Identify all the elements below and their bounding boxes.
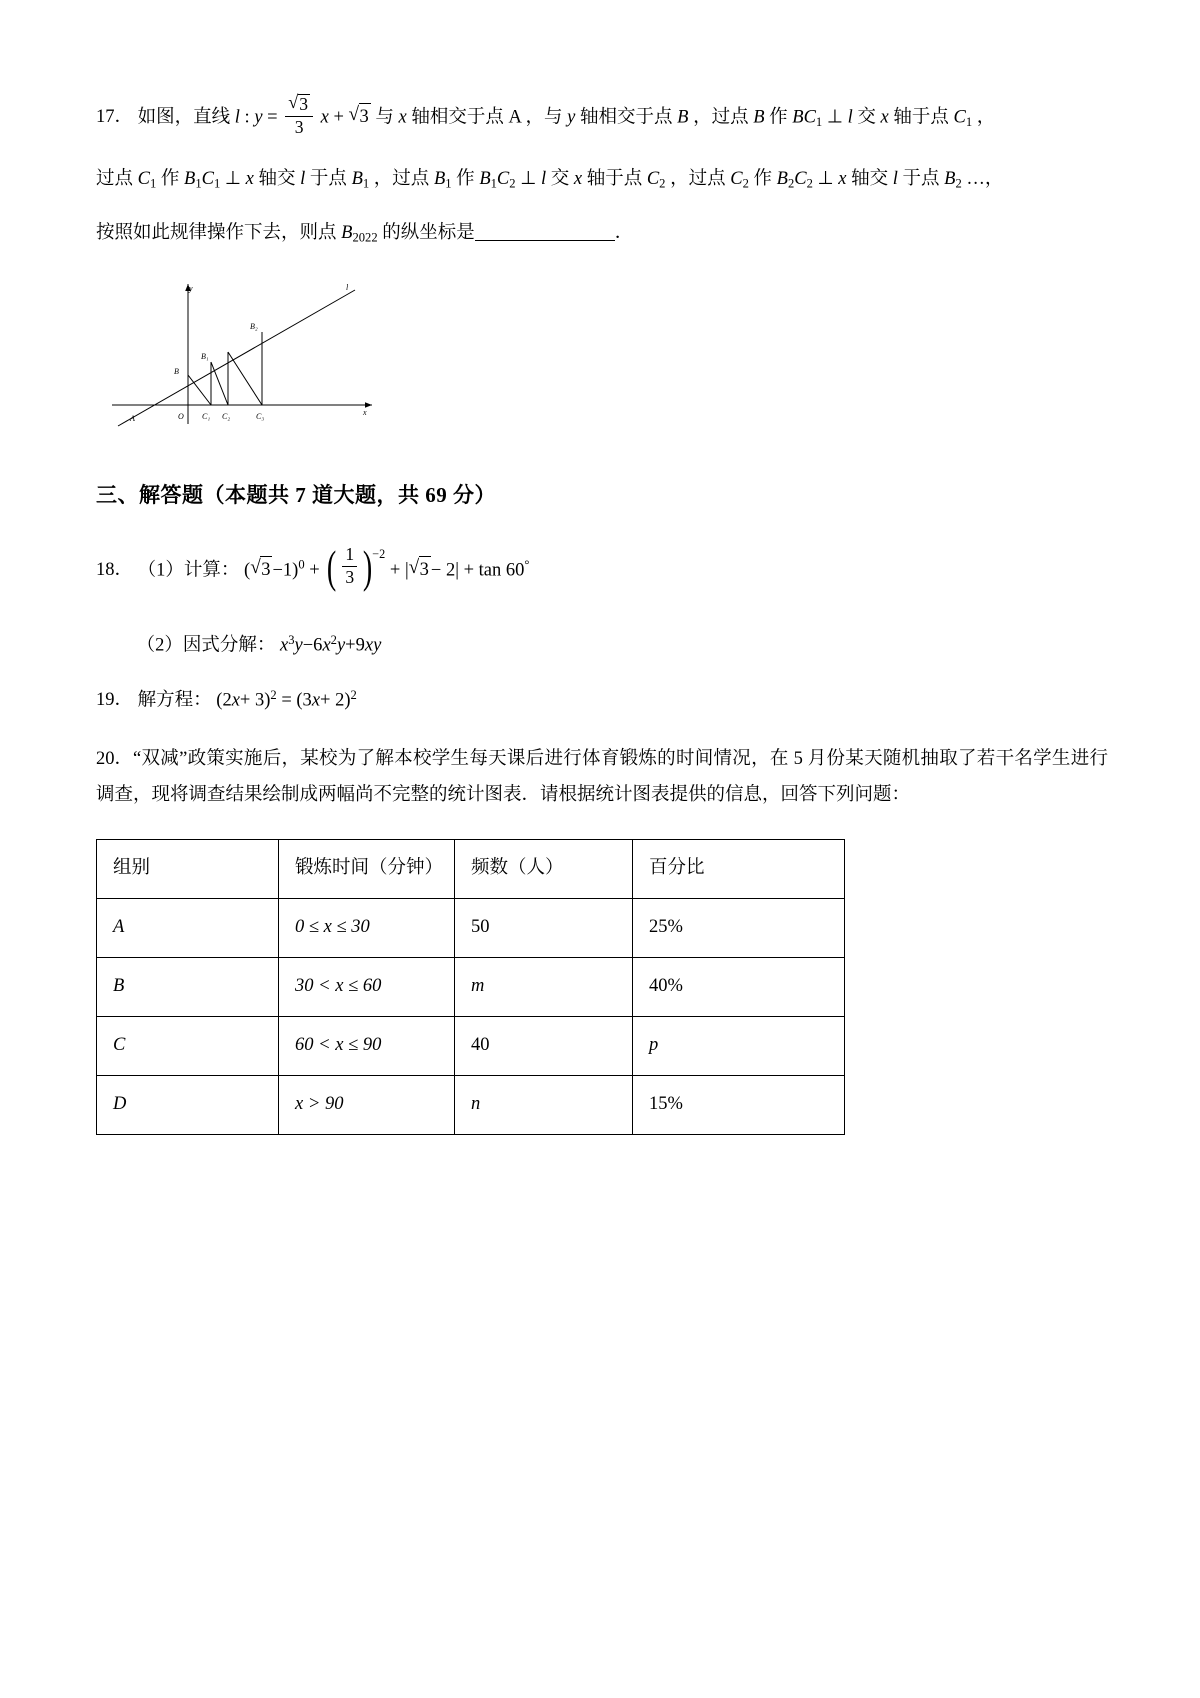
q17b-x-2: x [573,169,583,190]
q17-text-i: 轴于点 [893,107,949,128]
q18-abs-open: | [404,559,409,580]
figure-label-O: O [178,411,184,421]
question-18 [96,537,1108,660]
table-header-time: 锻炼时间（分钟） [279,840,455,899]
q18-expr2-x-sup: 3 [288,632,295,647]
q17-text-d: ，与 [525,107,563,128]
q17-point-B-2: B [753,107,765,128]
q18-expr2-plus: +9 [345,635,365,656]
answer-blank[interactable] [475,221,615,241]
q17-point-C1-sub: 1 [965,114,973,129]
q17b-text-g: 交 [550,169,570,190]
cell-frequency: m [455,958,633,1017]
q17b-text-n: …， [966,169,1004,190]
q17b-l-1: l [300,169,306,190]
question-17-line-1 [96,96,1108,140]
q18-bigparen-exp: −2 [372,547,386,562]
q18-tan: tan 60 [478,559,525,580]
cell-percent: 25% [633,899,845,958]
figure-label-C2: C₂ [222,411,231,421]
q18-exp-zero: 0 [298,557,305,572]
cell-time: 60 < x ≤ 90 [279,1017,455,1076]
figure-label-x: x [363,407,367,417]
figure-label-C1: C₁ [202,411,211,421]
q17b-perp-3: ⊥ [817,169,834,190]
question-20-paragraph [96,741,1108,813]
cell-frequency: n [455,1076,633,1135]
question-18-number: 18． [96,559,134,580]
q17-sqrt3: √ 3 [349,102,371,132]
table-row [97,1076,845,1135]
q17c-B-sub: 2022 [352,230,378,245]
coordinate-figure [110,274,410,439]
q18-expr2-y: y [294,635,303,656]
q17b-text-k: 轴交 [851,169,889,190]
q17-text-f: ，过点 [693,107,749,128]
question-20 [96,741,1108,1135]
q17-text-j: ， [976,107,996,128]
q17c-B: B [341,223,353,244]
q17-text-g: 作 [769,107,788,128]
q18-sqrt3-a: √ 3 [250,555,272,585]
table-row [97,958,845,1017]
q19-rhs-open: (3 [296,690,312,711]
q17b-text-d: 于点 [309,169,347,190]
q17b-B1-c-sub: 1 [445,176,452,191]
table-header-row [97,840,845,899]
q17c-text-b: 的纵坐标是 [382,223,475,244]
q18-degree: ° [524,557,530,572]
q18-part2-label: （2）因式分解： [136,635,276,656]
q17-colon: : [244,107,250,128]
cell-frequency: 50 [455,899,633,958]
q19-eq: = [281,690,292,711]
q17b-B2-pt-sub: 2 [955,176,962,191]
figure-label-A: A [130,413,135,423]
q17-x-axis-2: x [880,107,889,128]
question-17-number: 17． [96,107,134,128]
cell-group: D [97,1076,279,1135]
q19-rhs-x: x [311,690,321,711]
figure-label-B2: B₂ [250,321,258,331]
q17b-B1C2-sub: 1 [490,176,497,191]
q17b-B1-pt: B [351,169,363,190]
q19-label: 解方程： [137,690,212,711]
q19-lhs-open: (2 [216,690,232,711]
q17-text-h: 交 [857,107,876,128]
q17b-C2-d-sub: 2 [806,176,813,191]
q17-y-axis: y [567,107,576,128]
q17b-C1-sub: 1 [149,176,157,191]
q17-fraction [285,93,313,137]
question-17-figure [96,274,1108,449]
q17b-B1-c: B [433,169,446,190]
q19-lhs-exp: 2 [270,687,277,702]
q18-frac [342,545,357,587]
q17b-text-e: ，过点 [373,169,430,190]
q17-point-C1: C [953,107,966,128]
q18-minus-one: −1 [272,559,293,580]
q17c-text-a: 按照如此规律操作下去，则点 [96,223,337,244]
q17b-C1: C [137,169,150,190]
table-header-group: 组别 [97,840,279,899]
q17b-B2-sub: 2 [787,176,795,191]
q17b-B2-pt: B [944,169,956,190]
q17-text-b: 与 [375,107,394,128]
q18-expr2-x2-sup: 2 [330,632,337,647]
q18-bigparen-right: ) [363,541,373,592]
q19-lhs-x: x [231,690,240,711]
q17-point-B: B [677,107,689,128]
q18-expr2-xy: xy [364,635,382,656]
q17b-C2-d: C [794,169,807,190]
q17b-C2-b: C [646,169,660,190]
table-row [97,1017,845,1076]
q17b-l-3: l [892,169,898,190]
cell-frequency: 40 [455,1017,633,1076]
q17b-l-2: l [540,169,547,190]
q18-part1-label: （1）计算： [137,559,240,580]
table-row [97,899,845,958]
q17c-text-c: ． [614,223,634,244]
figure-label-y: y [189,283,193,293]
q17-line-2: l [847,107,853,128]
question-17-line-2 [96,166,1108,194]
q17b-text-h: 轴于点 [586,169,643,190]
q17-point-A: A [508,107,521,128]
q17b-text-b: 作 [160,169,180,190]
q17b-B1-pt-sub: 1 [362,176,370,191]
q17b-C2: C [496,169,510,190]
cell-percent: 40% [633,958,845,1017]
q17-x-axis: x [398,107,407,128]
q17-y: y [254,107,263,128]
question-20-number: 20． [96,749,134,770]
q17-eq: = [267,107,278,128]
cell-time: 30 < x ≤ 60 [279,958,455,1017]
q17-text-c: 轴相交于点 [411,107,504,128]
q17b-B1: B [184,169,196,190]
q19-lhs-rest: + 3) [239,690,271,711]
table-header-percent: 百分比 [633,840,845,899]
q17-text-a: 如图，直线 [137,107,231,128]
q17b-C1b: C [201,169,214,190]
q18-abs-minus: − 2 [430,559,456,580]
question-18-part-2 [96,631,1108,660]
q17-text-e: 轴相交于点 [579,107,673,128]
q18-plus-1: + [309,559,320,580]
q17b-C2-b-sub: 2 [659,176,666,191]
q18-expr2-y2: y [336,635,346,656]
table-header-frequency: 频数（人） [455,840,633,899]
q17b-perp-1: ⊥ [224,169,242,190]
q19-rhs-exp: 2 [350,687,357,702]
q18-plus-2: + [389,559,401,580]
q17b-C2-c: C [730,169,743,190]
question-19-line [96,686,1108,715]
figure-label-B1: B₁ [201,351,209,361]
q17b-x-3: x [838,169,847,190]
q17b-text-f: 作 [456,169,475,190]
q18-frac-den: 3 [342,566,357,588]
figure-label-C3: C₃ [256,411,265,421]
q18-sqrt3-b: √ 3 [409,555,431,585]
q17b-text-a: 过点 [96,169,134,190]
page-content [96,96,1108,1139]
q17b-C2-sub: 2 [509,176,516,191]
q18-bigparen [324,535,385,603]
q18-expr2-minus: −6 [302,635,323,656]
q17-seg-BC1: BC [792,107,816,128]
question-19 [96,686,1108,715]
q17b-text-i: ，过点 [670,169,726,190]
q17-line: l [234,107,240,128]
q17b-C2-c-sub: 2 [742,176,749,191]
question-18-part-1 [96,537,1108,605]
q17b-text-j: 作 [753,169,773,190]
figure-label-B: B [174,366,179,376]
q17b-text-m: 于点 [902,169,940,190]
q18-paren-open: ( [244,559,251,580]
q18-frac-num: 1 [345,544,355,565]
section-heading: 三、解答题（本题共 7 道大题，共 69 分） [96,482,496,507]
q17-frac-den: 3 [285,116,313,138]
cell-percent: p [633,1017,845,1076]
cell-time: 0 ≤ x ≤ 30 [279,899,455,958]
q17b-text-c: 轴交 [258,169,296,190]
q17-seg-BC1-sub: 1 [815,114,823,129]
q18-expr2-x2: x [322,635,331,656]
cell-group: B [97,958,279,1017]
cell-group: A [97,899,279,958]
cell-time: x > 90 [279,1076,455,1135]
q19-rhs-rest: + 2) [320,690,351,711]
question-20-text: “双减”政策实施后，某校为了解本校学生每天课后进行体育锻炼的时间情况，在 5 月份某天随机抽取了若干名学生进行调查，现将调查结果绘制成两幅尚不完整的统计图表．请根据统计图表提供的信息，回答下列问题： [96,749,1108,806]
q17-plus: + [333,107,344,128]
q18-bigparen-left: ( [327,541,337,592]
q18-abs-close: | [455,559,459,580]
cell-group: C [97,1017,279,1076]
question-17-line-3 [96,220,1108,248]
exercise-time-table [96,839,845,1135]
q17b-B2C2: B [776,169,788,190]
figure-label-l: l [346,282,349,292]
q17b-perp-2: ⊥ [520,169,537,190]
question-19-number: 19． [96,690,134,711]
q18-expr2-x: x [280,635,289,656]
q17-perp-1: ⊥ [826,107,843,128]
q18-plus-3: + [463,559,474,580]
question-17 [96,96,1108,449]
q17b-x-1: x [245,169,254,190]
q17-frac-num: √ 3 [285,93,313,116]
q17b-B1C2: B [479,169,491,190]
q17b-B1-sub: 1 [195,176,202,191]
q17-x: x [320,107,329,128]
q18-paren-close: ) [292,559,299,580]
q17b-C1b-sub: 1 [214,176,221,191]
cell-percent: 15% [633,1076,845,1135]
